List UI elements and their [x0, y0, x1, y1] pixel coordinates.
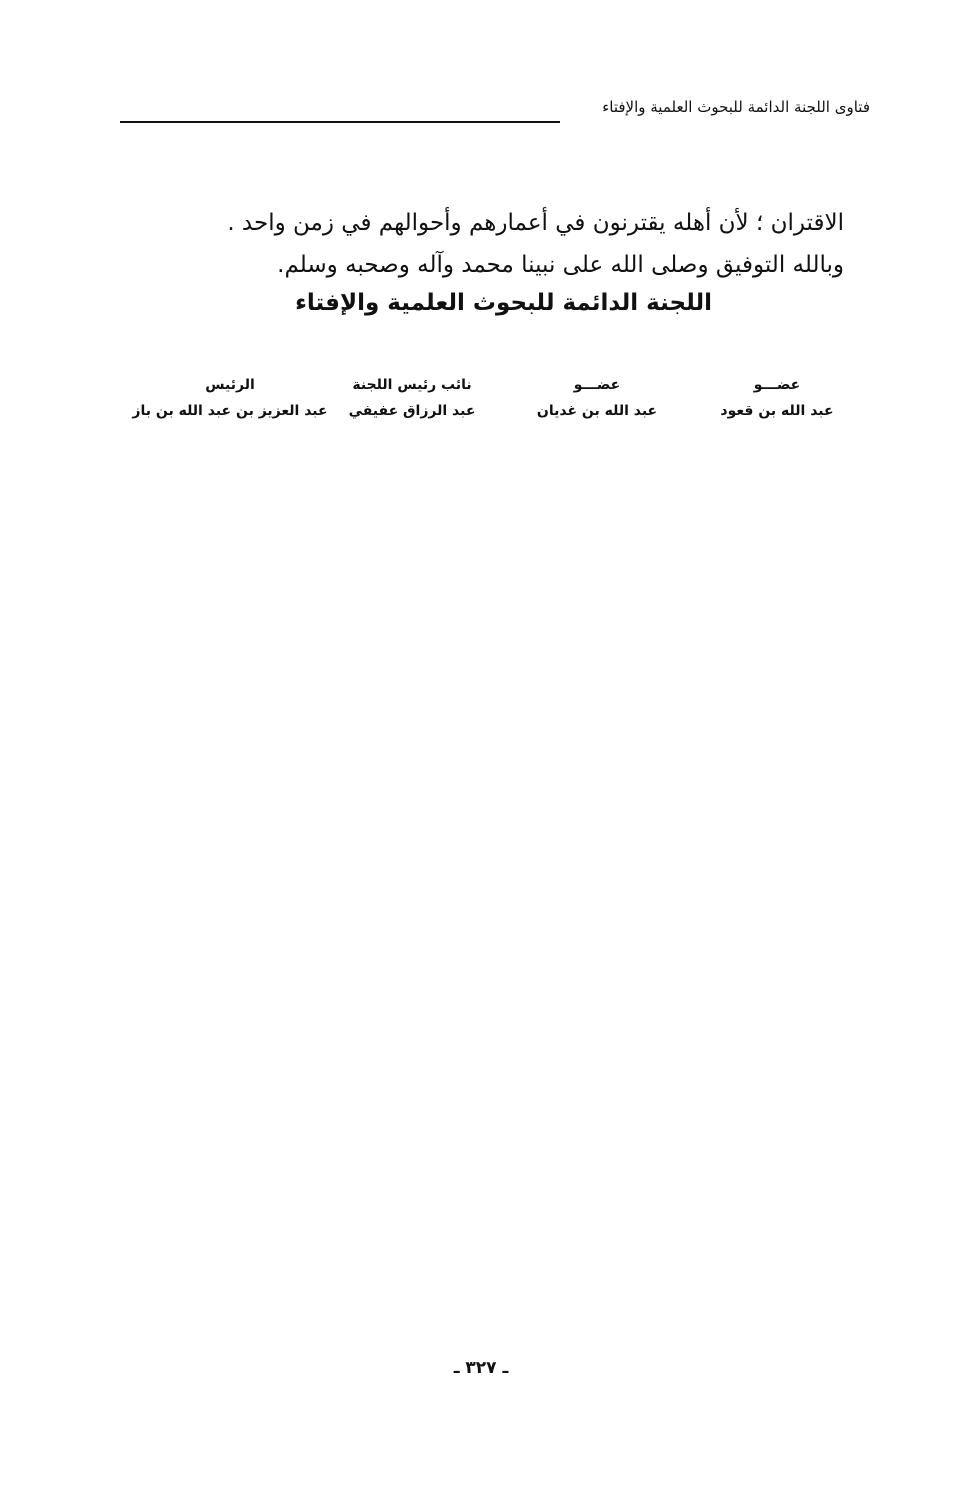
signature-member-2: [522, 372, 672, 424]
signature-name: عبد الله بن قعود: [720, 403, 834, 419]
body-line: الاقتران ؛ لأن أهله يقترنون في أعمارهم وأحوالهم في زمن واحد .: [227, 210, 844, 236]
body-text: [204, 202, 844, 286]
running-header: [120, 98, 870, 126]
signature-name: عبد العزيز بن عبد الله بن باز: [132, 403, 328, 419]
signature-name: عبد الرزاق عفيفي: [348, 403, 476, 419]
signature-chairman: [130, 372, 330, 424]
signature-role: عضـــو: [753, 377, 801, 393]
signature-vice-chairman: [332, 372, 492, 424]
committee-name: اللجنة الدائمة للبحوث العلمية والإفتاء: [295, 290, 712, 316]
signature-block: [130, 372, 842, 442]
page-number: ـ ٣٢٧ ـ: [453, 1358, 509, 1378]
signature-role: الرئيس: [205, 377, 255, 393]
body-line: وبالله التوفيق وصلى الله على نبينا محمد وآله وصحبه وسلم.: [277, 252, 844, 278]
header-title: فتاوى اللجنة الدائمة للبحوث العلمية والإفتاء: [602, 98, 870, 116]
header-rule: [120, 121, 560, 123]
signature-name: عبد الله بن غديان: [536, 403, 658, 419]
signature-role: عضـــو: [573, 377, 621, 393]
signature-role: نائب رئيس اللجنة: [352, 377, 472, 393]
signature-member-1: [712, 372, 842, 424]
